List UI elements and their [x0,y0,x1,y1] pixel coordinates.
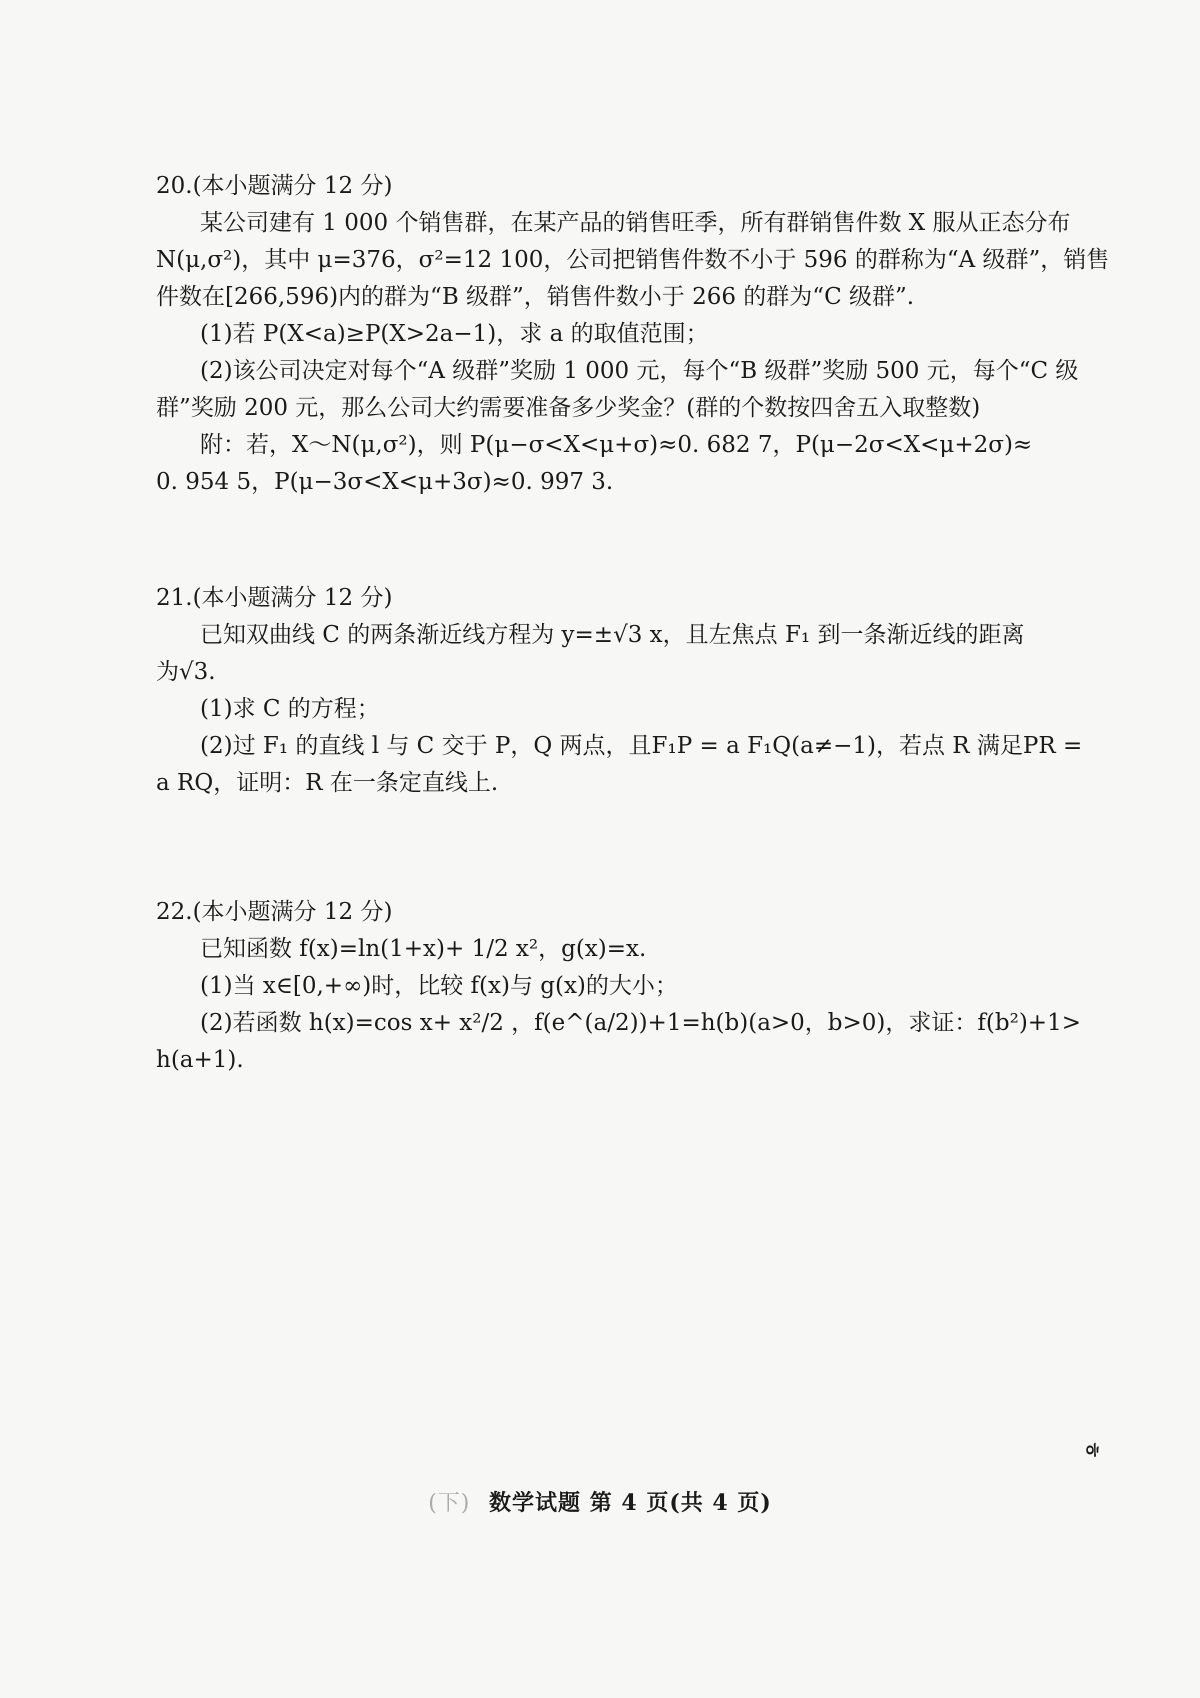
problem-21-heading: 21.(本小题满分 12 分) [156,585,393,611]
problem-21-line-2: 为√3. [156,659,216,685]
footer-page-number: 数学试题 第 4 页(共 4 页) [489,1490,772,1516]
problem-21-part-2-cont: a RQ，证明：R 在一条定直线上. [156,770,499,796]
page-footer [0,1486,1200,1517]
problem-20 [156,168,1110,501]
problem-21 [156,580,1084,802]
problem-20-heading: 20.(本小题满分 12 分) [156,173,393,199]
problem-22-part-2: (2)若函数 h(x)=cos x+ x²/2 ，f(e^(a/2))+1=h(b)(a>0，b>0)，求证：f(b²)+1> [200,1010,1081,1036]
problem-20-line-3: 件数在[266,596)内的群为“B 级群”，销售件数小于 266 的群为“C 级群”. [156,284,915,310]
problem-22-part-1: (1)当 x∈[0,+∞)时，比较 f(x)与 g(x)的大小； [200,973,678,999]
problem-21-part-1: (1)求 C 的方程； [200,696,380,722]
footer-tag: (下) [428,1491,471,1516]
problem-22-part-2-cont: h(a+1). [156,1047,244,1073]
problem-20-part-1: (1)若 P(X<a)≥P(X>2a−1)，求 a 的取值范围； [200,321,709,347]
problem-20-part-2: (2)该公司决定对每个“A 级群”奖励 1 000 元，每个“B 级群”奖励 500 元，每个“C 级 [200,358,1079,384]
problem-22-line-1: 已知函数 f(x)=ln(1+x)+ 1/2 x²，g(x)=x. [200,936,647,962]
problem-22 [156,894,1084,1079]
problem-20-part-2-cont: 群”奖励 200 元，那么公司大约需要准备多少奖金？(群的个数按四舍五入取整数) [156,395,981,421]
problem-21-line-1: 已知双曲线 C 的两条渐近线方程为 y=±√3 x，且左焦点 F₁ 到一条渐近线的距离 [200,622,1025,648]
problem-20-appendix-cont: 0. 954 5，P(μ−3σ<X<μ+3σ)≈0. 997 3. [156,469,614,495]
problem-20-appendix: 附：若，X～N(μ,σ²)，则 P(μ−σ<X<μ+σ)≈0. 682 7，P(μ−2σ<X<μ+2σ)≈ [200,432,1033,458]
side-mark: ㅎ [1080,1440,1104,1460]
problem-20-line-1: 某公司建有 1 000 个销售群，在某产品的销售旺季，所有群销售件数 X 服从正态分布 [200,210,1071,236]
problem-20-line-2: N(μ,σ²)，其中 μ=376，σ²=12 100，公司把销售件数不小于 596 的群称为“A 级群”，销售 [156,247,1110,273]
problem-22-heading: 22.(本小题满分 12 分) [156,899,393,925]
problem-21-part-2: (2)过 F₁ 的直线 l 与 C 交于 P，Q 两点，且F₁P = a F₁Q(a≠−1)，若点 R 满足PR = [200,733,1083,759]
